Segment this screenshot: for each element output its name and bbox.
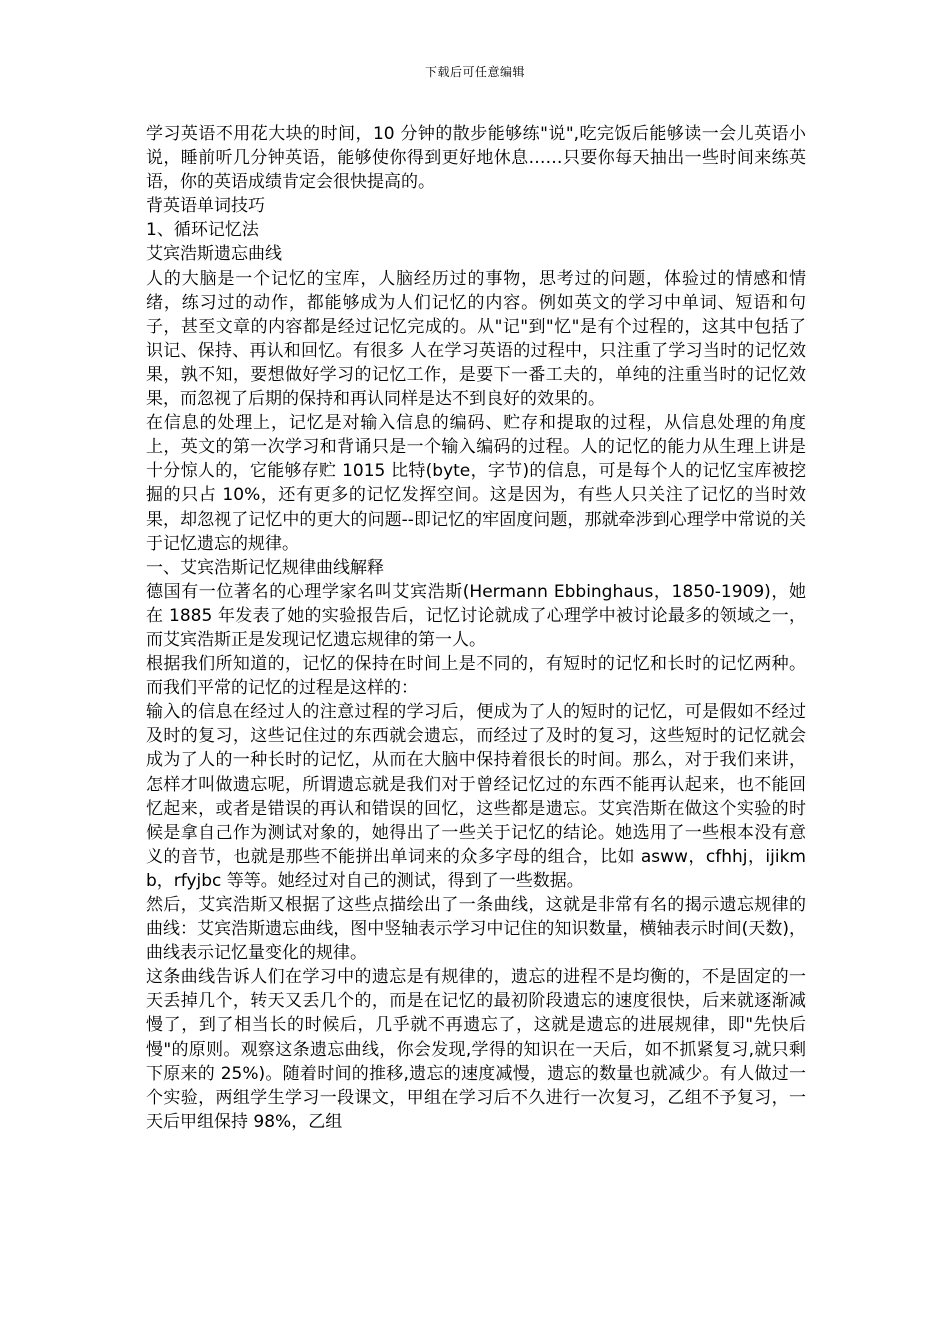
section-heading-vocabulary-tips: 背英语单词技巧	[146, 196, 265, 217]
section-heading-forgetting-curve: 艾宾浩斯遗忘曲线	[146, 244, 282, 265]
document-body	[146, 122, 806, 1134]
paragraph-memory-types: 根据我们所知道的，记忆的保持在时间上是不同的，有短时的记忆和长时的记忆两种。而我们平常的记忆的过程是这样的：	[146, 654, 806, 699]
paragraph-ebbinghaus-intro: 德国有一位著名的心理学家名叫艾宾浩斯(Hermann Ebbinghaus，1850-1909)，她在 1885 年发表了她的实验报告后，记忆讨论就成了心理学中被讨论最多的领域之一，而艾宾浩斯正是发现记忆遗忘规律的第一人。	[146, 581, 806, 650]
paragraph-forgetting-pattern: 这条曲线告诉人们在学习中的遗忘是有规律的，遗忘的进程不是均衡的，不是固定的一天丢掉几个，转天又丢几个的，而是在记忆的最初阶段遗忘的速度很快，后来就逐渐减慢了，到了相当长的时候后，几乎就不再遗忘了，这就是遗忘的进展规律，即"先快后慢"的原则。观察这条遗忘曲线，你会发现,学得的知识在一天后，如不抓紧复习,就只剩下原来的 25%)。随着时间的推移,遗忘的速度减慢，遗忘的数量也就减少。有人做过一个实验，两组学生学习一段课文，甲组在学习后不久进行一次复习，乙组不予复习，一天后甲组保持 98%，乙组	[146, 967, 806, 1132]
page-header: 下载后可任意编辑	[424, 65, 525, 79]
paragraph-memory-process: 输入的信息在经过人的注意过程的学习后，便成为了人的短时的记忆，可是假如不经过及时的复习，这些记住过的东西就会遗忘，而经过了及时的复习，这些短时的记忆就会成为了人的一种长时的记忆，从而在大脑中保持着很长的时间。那么，对于我们来讲，怎样才叫做遗忘呢，所谓遗忘就是我们对于曾经记忆过的东西不能再认起来，也不能回忆起来，或者是错误的再认和错误的回忆，这些都是遗忘。艾宾浩斯在做这个实验的时候是拿自己作为测试对象的，她得出了一些关于记忆的结论。她选用了一些根本没有意义的音节，也就是那些不能拼出单词来的众多字母的组合，比如 asww，cfhhj，ijikmb，rfyjbc 等等。她经过对自己的测试，得到了一些数据。	[146, 702, 806, 891]
paragraph-intro: 学习英语不用花大块的时间，10 分钟的散步能够练"说",吃完饭后能够读一会儿英语小说，睡前听几分钟英语，能够使你得到更好地休息……只要你每天抽出一些时间来练英语，你的英语成绩肯定会很快提高的。	[146, 124, 806, 193]
paragraph-information-processing: 在信息的处理上，记忆是对输入信息的编码、贮存和提取的过程，从信息处理的角度上，英文的第一次学习和背诵只是一个输入编码的过程。人的记忆的能力从生理上讲是十分惊人的，它能够存贮 1015 比特(byte，字节)的信息，可是每个人的记忆宝库被挖掘的只占 10%，还有更多的记忆发挥空间。这是因为，有些人只关注了记忆的当时效果，却忽视了记忆中的更大的问题--即记忆的牢固度问题，那就牵涉到心理学中常说的关于记忆遗忘的规律。	[146, 413, 806, 554]
paragraph-curve-description: 然后，艾宾浩斯又根据了这些点描绘出了一条曲线，这就是非常有名的揭示遗忘规律的曲线：艾宾浩斯遗忘曲线，图中竖轴表示学习中记住的知识数量，横轴表示时间(天数)，曲线表示记忆量变化的规律。	[146, 895, 806, 964]
paragraph-brain-memory: 人的大脑是一个记忆的宝库，人脑经历过的事物，思考过的问题，体验过的情感和情绪，练习过的动作，都能够成为人们记忆的内容。例如英文的学习中单词、短语和句子，甚至文章的内容都是经过记忆完成的。从"记"到"忆"是有个过程的，这其中包括了识记、保持、再认和回忆。有很多 人在学习英语的过程中，只注重了学习当时的记忆效果，孰不知，要想做好学习的记忆工作，是要下一番工夫的，单纯的注重当时的记忆效果，而忽视了后期的保持和再认同样是达不到良好的效果的。	[146, 268, 806, 410]
section-heading-curve-explanation: 一、艾宾浩斯记忆规律曲线解释	[146, 557, 384, 578]
section-heading-cyclic-memory: 1、循环记忆法	[146, 220, 259, 241]
